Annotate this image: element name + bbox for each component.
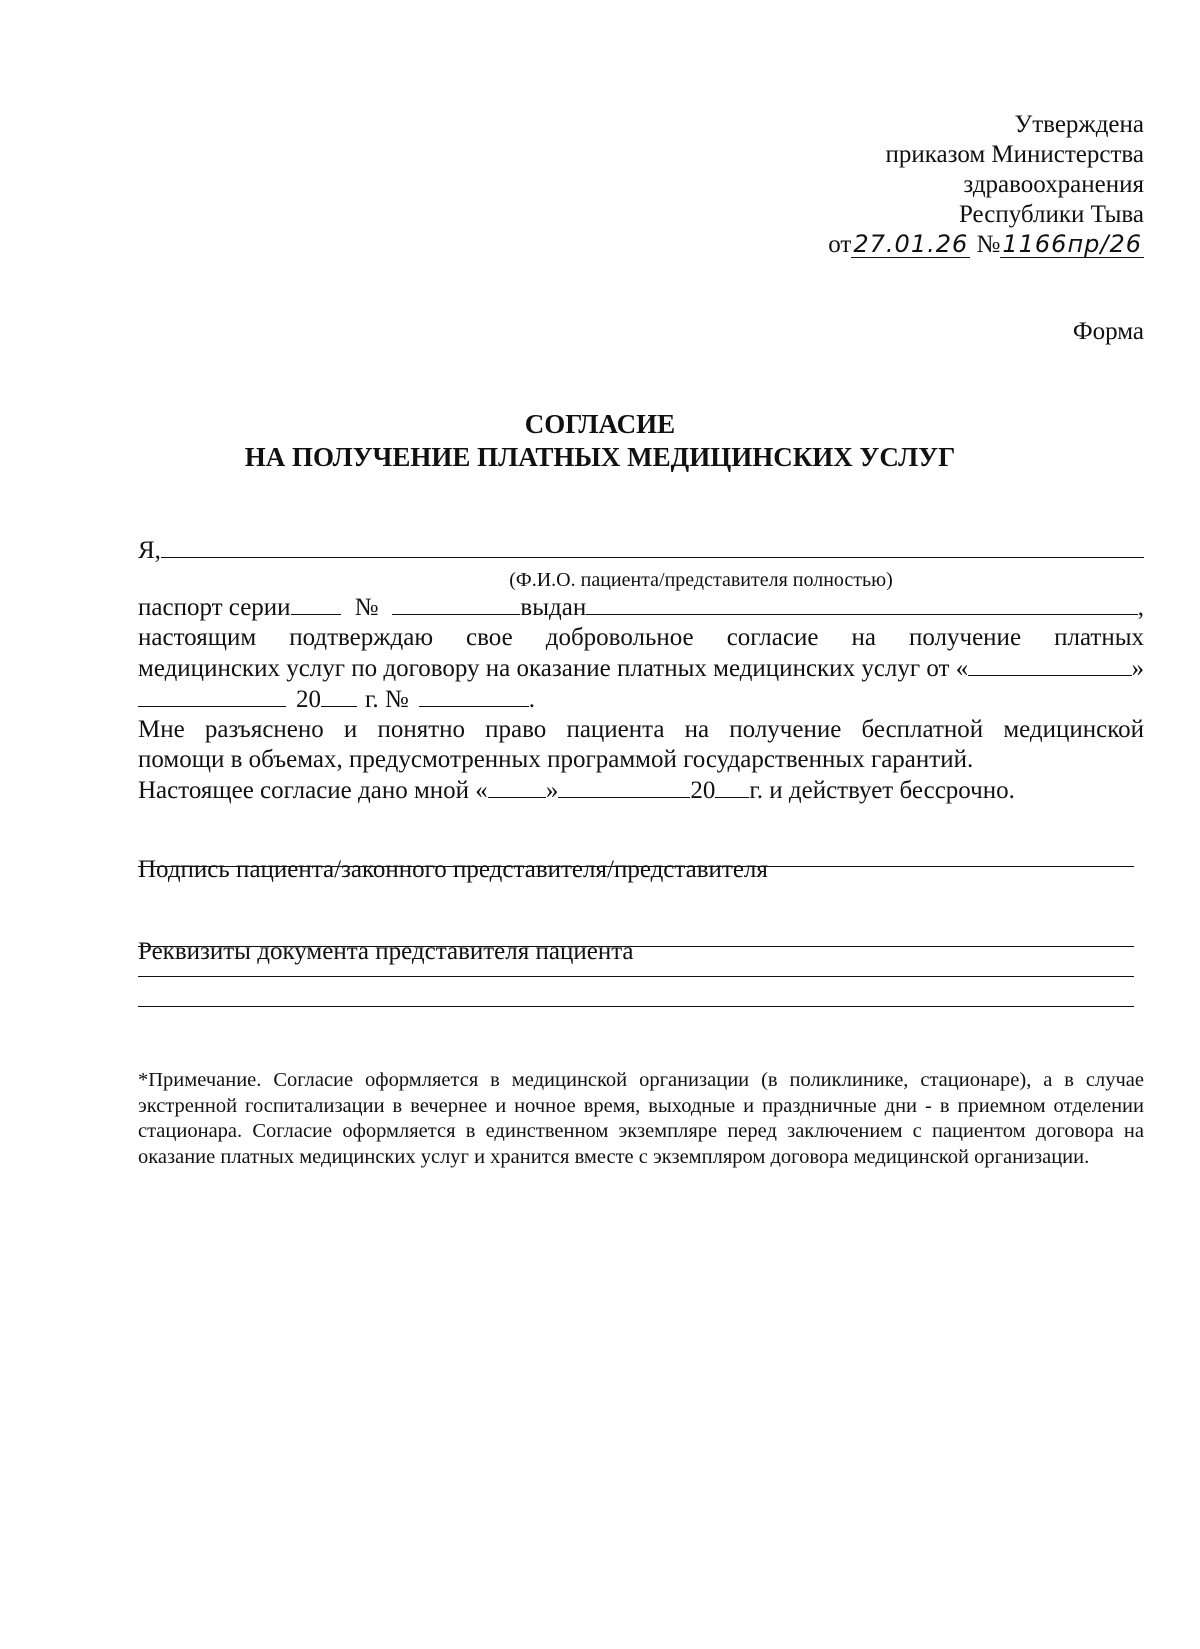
approval-line-3: здравоохранения	[963, 171, 1144, 198]
contract-quote-close: »	[1131, 655, 1144, 682]
handwritten-date: 27.01.26	[853, 230, 969, 258]
consent-line-2	[138, 653, 1144, 684]
explained-line-2: помощи в объемах, предусмотренных программой государственных гарантий.	[138, 746, 974, 773]
i-prefix: Я,	[138, 537, 161, 564]
given-quote-close: »	[545, 777, 559, 804]
given-year-blank[interactable]	[715, 775, 749, 798]
passport-number-blank[interactable]	[392, 592, 520, 615]
title-line-1: СОГЛАСИЕ	[524, 409, 676, 439]
contract-year-prefix: 20	[296, 686, 321, 713]
signature-title: Подпись пациента/законного представителя/представителя	[138, 856, 768, 883]
number-prefix: №	[976, 231, 1001, 258]
contract-date-row	[138, 684, 1144, 715]
passport-number-label: №	[354, 594, 379, 621]
contract-number-label: г. №	[365, 686, 409, 713]
fio-caption: (Ф.И.О. пациента/представителя полностью)	[509, 569, 893, 591]
passport-issued-blank[interactable]	[586, 592, 1138, 615]
contract-month-blank[interactable]	[138, 684, 286, 707]
given-row	[138, 775, 1144, 806]
requisites-line-3[interactable]	[138, 1006, 1134, 1007]
given-year-prefix: 20	[690, 777, 716, 804]
document-title	[0, 408, 1200, 474]
date-prefix: от	[828, 231, 852, 258]
footnote: *Примечание. Согласие оформляется в медицинской организации (в поликлинике, стационаре), а в случае экстренной госпитализации в вечернее и ночное время, выходные и праздничные дни - в приемном отделении стационара. Согласие оформляется в единственном экземпляре перед заключением с пациентом договора на оказание платных медицинских услуг и хранится вместе с экземпляром договора медицинской организации.	[138, 1069, 1144, 1168]
passport-issued-label: выдан	[520, 594, 587, 621]
handwritten-number: 1166пр/26	[1002, 230, 1142, 258]
contract-day-blank[interactable]	[968, 653, 1131, 676]
requisites-line-2[interactable]	[138, 976, 1134, 977]
consent-body	[138, 535, 1144, 806]
approval-date-number-line	[828, 230, 1144, 260]
consent-line-2-text: медицинских услуг по договору на оказание платных медицинских услуг от «	[138, 655, 969, 682]
passport-comma: ,	[1137, 594, 1144, 621]
consent-line-1: настоящим подтверждаю свое добровольное согласие на получение платных	[138, 624, 1144, 651]
given-day-blank[interactable]	[488, 775, 546, 798]
approval-block	[828, 110, 1144, 260]
requisites-line-1[interactable]	[138, 946, 1134, 947]
contract-period: .	[528, 686, 536, 713]
fio-blank[interactable]	[161, 535, 1144, 558]
approval-line-1: Утверждена	[1014, 111, 1144, 138]
given-month-blank[interactable]	[558, 775, 690, 798]
approval-line-4: Республики Тыва	[958, 201, 1144, 228]
requisites-title: Реквизиты документа представителя пациента	[138, 938, 634, 965]
title-line-2: НА ПОЛУЧЕНИЕ ПЛАТНЫХ МЕДИЦИНСКИХ УСЛУГ	[244, 442, 956, 472]
passport-row	[138, 592, 1144, 623]
explained-line-1: Мне разъяснено и понятно право пациента на получение бесплатной медицинской	[138, 716, 1144, 743]
contract-number-blank[interactable]	[419, 684, 529, 707]
passport-series-blank[interactable]	[291, 592, 341, 615]
signature-line[interactable]	[138, 866, 1134, 867]
given-prefix: Настоящее согласие дано мной «	[138, 777, 488, 804]
approval-line-2: приказом Министерства	[885, 141, 1144, 168]
given-suffix: г. и действует бессрочно.	[749, 777, 1015, 804]
passport-series-label: паспорт серии	[138, 594, 291, 621]
form-label: Форма	[1072, 318, 1144, 345]
fio-row	[138, 535, 1144, 566]
contract-year-blank[interactable]	[321, 684, 357, 707]
